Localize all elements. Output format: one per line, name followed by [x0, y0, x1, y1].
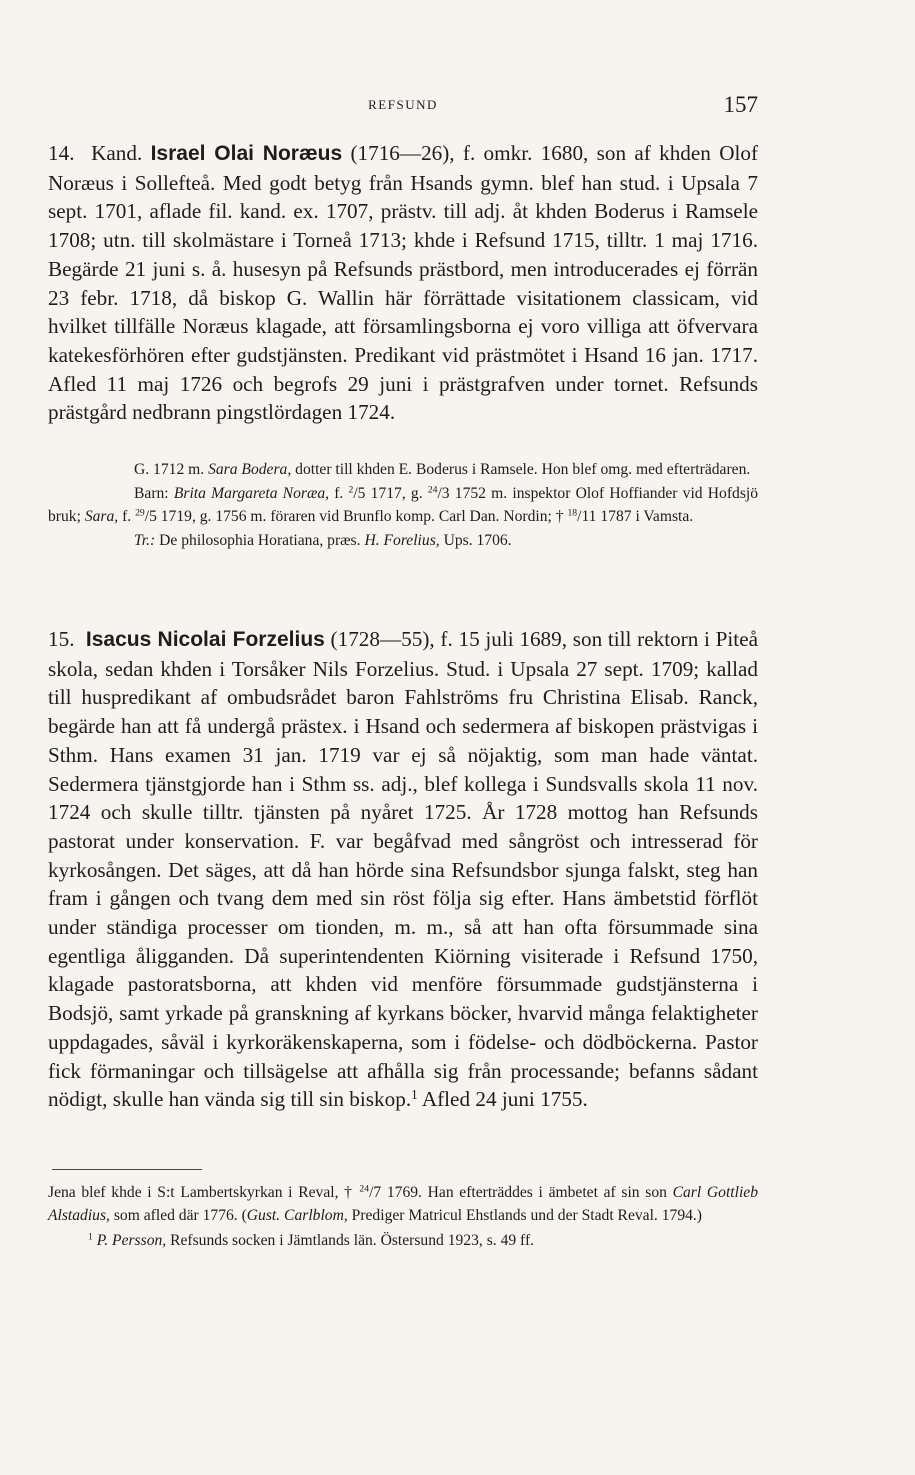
entry-14-notes: [48, 458, 758, 552]
footnote-divider: [52, 1169, 202, 1170]
entry-body-end: Afled 24 juni 1755.: [417, 1087, 588, 1112]
entry-number: 15.: [48, 627, 75, 651]
child-name: Brita Margareta Noræa,: [173, 485, 330, 502]
entry-15: [48, 625, 758, 1114]
entry-15-paragraph: [48, 625, 758, 1114]
footnote-1: $^1$ P. Persson, Refsunds socken i Jämtlands län. Östersund 1923, s. 49 ff.: [88, 1231, 535, 1249]
entry-number: 14.: [48, 141, 75, 165]
child-name: Sara,: [84, 508, 119, 525]
entry-name: Isacus Nicolai Forzelius: [85, 628, 325, 651]
footnote-continuation: Jena blef khde i S:t Lambertskyrkan i Reval, † $^{24}$/7 1769. Han efterträddes i ämbetet af sin son Carl Gottlieb Alstadius, som afled där 1776. (Gust. Carlblom, Prediger Matricul Ehstlands und der Stadt Reval. 1794.): [48, 1183, 758, 1224]
entry-body: (1728—55), f. 15 juli 1689, son till rektorn i Piteå skola, sedan khden i Torsåker Nils Forzelius. Stud. i Upsala 27 sept. 1709; kallad till huspredikant af ombudsrådet baron Fahlströms fru Christina Elisab. Ranck, begärde han att få undergå prästex. i Hsand och sedermera af biskopen prästvigas i Sthm. Hans examen 31 jan. 1719 var ej så nöjaktig, som man hade väntat. Sedermera tjänstgjorde han i Sthm ss. adj., blef kollega i Sundsvalls skola 11 nov. 1724 och skulle tilltr. tjänsten på nyåret 1725. År 1728 mottog han Refsunds pastorat under konservation. F. var begåfvad med sångröst och intresserad för kyrkosången. Det säges, att då han hörde sina Refsundsbor sjunga falskt, steg han fram i gången och tvang dem med sin röst följa sig efter. Hans ämbetstid förflöt under ständiga processer om tionden, m. m., så att han ofta försummade sina egentliga åligganden. Då superintendenten Kiörning visiterade i Refsund 1750, klagade pastoratsborna, att khden vid menföre försummade gudstjänsterna i Bodsjö, samt yrkade på granskning af kyrkans böcker, hvarvid många felaktigheter uppdagades, såväl i kyrkoräkenskaperna, som i födelse- och dödböckerna. Pastor fick förmaningar och tillsägelse att afhålla sig från processande; befanns sådant nödigt, skulle han vända sig till sin biskop.: [48, 627, 759, 1112]
page-header: [48, 92, 758, 122]
tr-author: H. Forelius,: [364, 532, 440, 549]
spouse-name: Sara Bodera,: [208, 461, 292, 478]
marriage-note: G. 1712 m. Sara Bodera, dotter till khden E. Boderus i Ramsele. Hon blef omg. med efterträdaren.: [134, 461, 751, 478]
footnotes: [48, 1181, 758, 1252]
entry-name: Israel Olai Noræus: [150, 142, 343, 165]
running-title: REFSUND: [368, 97, 438, 112]
children-note: Barn: Brita Margareta Noræa, f. $^2$/5 1717, g. $^{24}$/3 1752 m. inspektor Olof Hoffiander vid Hofdsjö bruk; Sara, f. $^{29}$/5 1719, g. 1756 m. föraren vid Brunflo komp. Carl Dan. Nordin; † $^{18}$/11 1787 i Vamsta.: [48, 484, 759, 525]
entry-prefix: Kand.: [91, 141, 143, 165]
page-number: 157: [723, 92, 758, 117]
tr-note: Tr.: De philosophia Horatiana, præs. H. Forelius, Ups. 1706.: [134, 532, 512, 549]
footnote-marker: 1: [411, 1087, 418, 1103]
entry-body: (1716—26), f. omkr. 1680, son af khden Olof Noræus i Sollefteå. Med godt betyg från Hsands gymn. blef han stud. i Upsala 7 sept. 1701, aflade fil. kand. ex. 1707, prästv. till adj. åt khden Boderus i Ramsele 1708; utn. till skolmästare i Torneå 1713; khde i Refsund 1715, tilltr. 1 maj 1716. Begärde 21 juni s. å. husesyn på Refsunds prästbord, men introducerades ej förrän 23 febr. 1718, då biskop G. Wallin här förrättade visitationem classicam, vid hvilket tillfälle Noræus klagade, att församlingsborna ej voro villiga att öfvervara katekesförhören efter gudstjänsten. Predikant vid prästmötet i Hsand 16 jan. 1717. Afled 11 maj 1726 och begrofs 29 juni i prästgrafven under tornet. Refsunds prästgård nedbrann pingstlördagen 1724.: [48, 141, 759, 425]
entry-14: [48, 139, 758, 427]
entry-14-paragraph: [48, 139, 758, 427]
